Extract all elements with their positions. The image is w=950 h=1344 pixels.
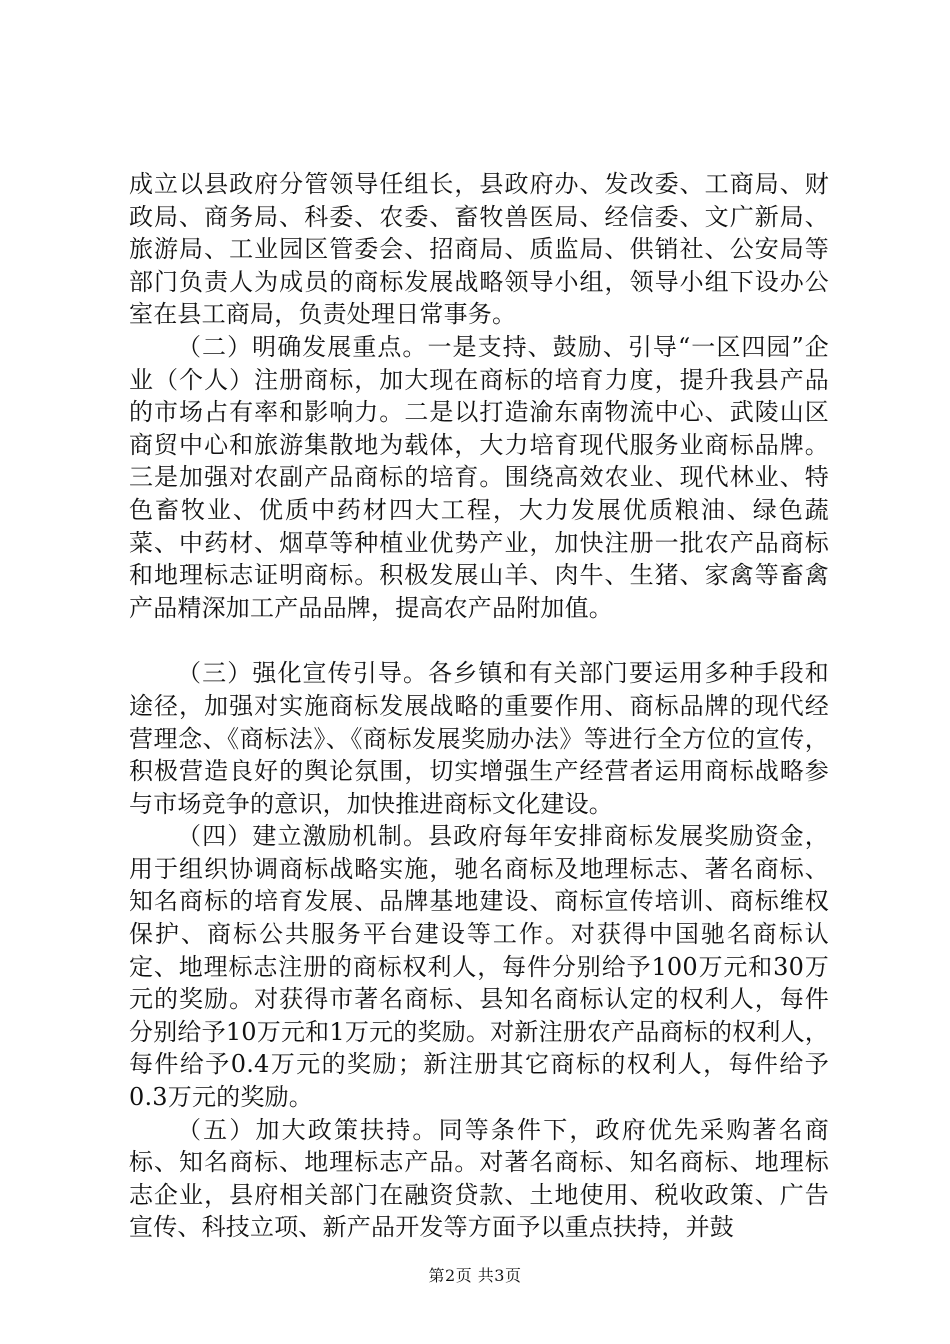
paragraph-section-5-policy-support: （五）加大政策扶持。同等条件下，政府优先采购著名商标、知名商标、地理标志产品。对著名商标、知名商标、地理标志企业，县府相关部门在融资贷款、土地使用、税收政策、广告宣传、科技立项、新产品开发等方面予以重点扶持，并鼓 (129, 1115, 829, 1242)
paragraph-leading-committee: 成立以县政府分管领导任组长，县政府办、发改委、工商局、财政局、商务局、科委、农委、畜牧兽医局、经信委、文广新局、旅游局、工业园区管委会、招商局、质监局、供销社、公安局等部门负责人为成员的商标发展战略领导小组，领导小组下设办公室在县工商局，负责处理日常事务。 (129, 170, 829, 329)
paragraph-section-2-development-focus: （二）明确发展重点。一是支持、鼓励、引导“一区四园”企业（个人）注册商标，加大现在商标的培育力度，提升我县产品的市场占有率和影响力。二是以打造渝东南物流中心、武陵山区商贸中心和旅游集散地为载体，大力培育现代服务业商标品牌。三是加强对农副产品商标的培育。围绕高效农业、现代林业、特色畜牧业、优质中药材四大工程，大力发展优质粮油、绿色蔬菜、中药材、烟草等种植业优势产业，加快注册一批农产品商标和地理标志证明商标。积极发展山羊、肉牛、生猪、家禽等畜禽产品精深加工产品品牌，提高农产品附加值。 (129, 332, 829, 622)
paragraph-section-3-publicity: （三）强化宣传引导。各乡镇和有关部门要运用多种手段和途径，加强对实施商标发展战略的重要作用、商标品牌的现代经营理念、《商标法》、《商标发展奖励办法》等进行全方位的宣传，积极营造良好的舆论氛围，切实增强生产经营者运用商标战略参与市场竞争的意识，加快推进商标文化建设。 (129, 659, 829, 818)
page-footer: 第2页 共3页 (428, 1266, 522, 1285)
document-body (129, 168, 829, 1244)
paragraph-section-4-incentives: （四）建立激励机制。县政府每年安排商标发展奖励资金，用于组织协调商标战略实施，驰名商标及地理标志、著名商标、知名商标的培育发展、品牌基地建设、商标宣传培训、商标维权保护、商标公共服务平台建设等工作。对获得中国驰名商标认定、地理标志注册的商标权利人，每件分别给予100万元和30万元的奖励。对获得市著名商标、县知名商标认定的权利人，每件分别给予10万元和1万元的奖励。对新注册农产品商标的权利人，每件给予0.4万元的奖励；新注册其它商标的权利人，每件给予0.3万元的奖励。 (129, 822, 829, 1112)
